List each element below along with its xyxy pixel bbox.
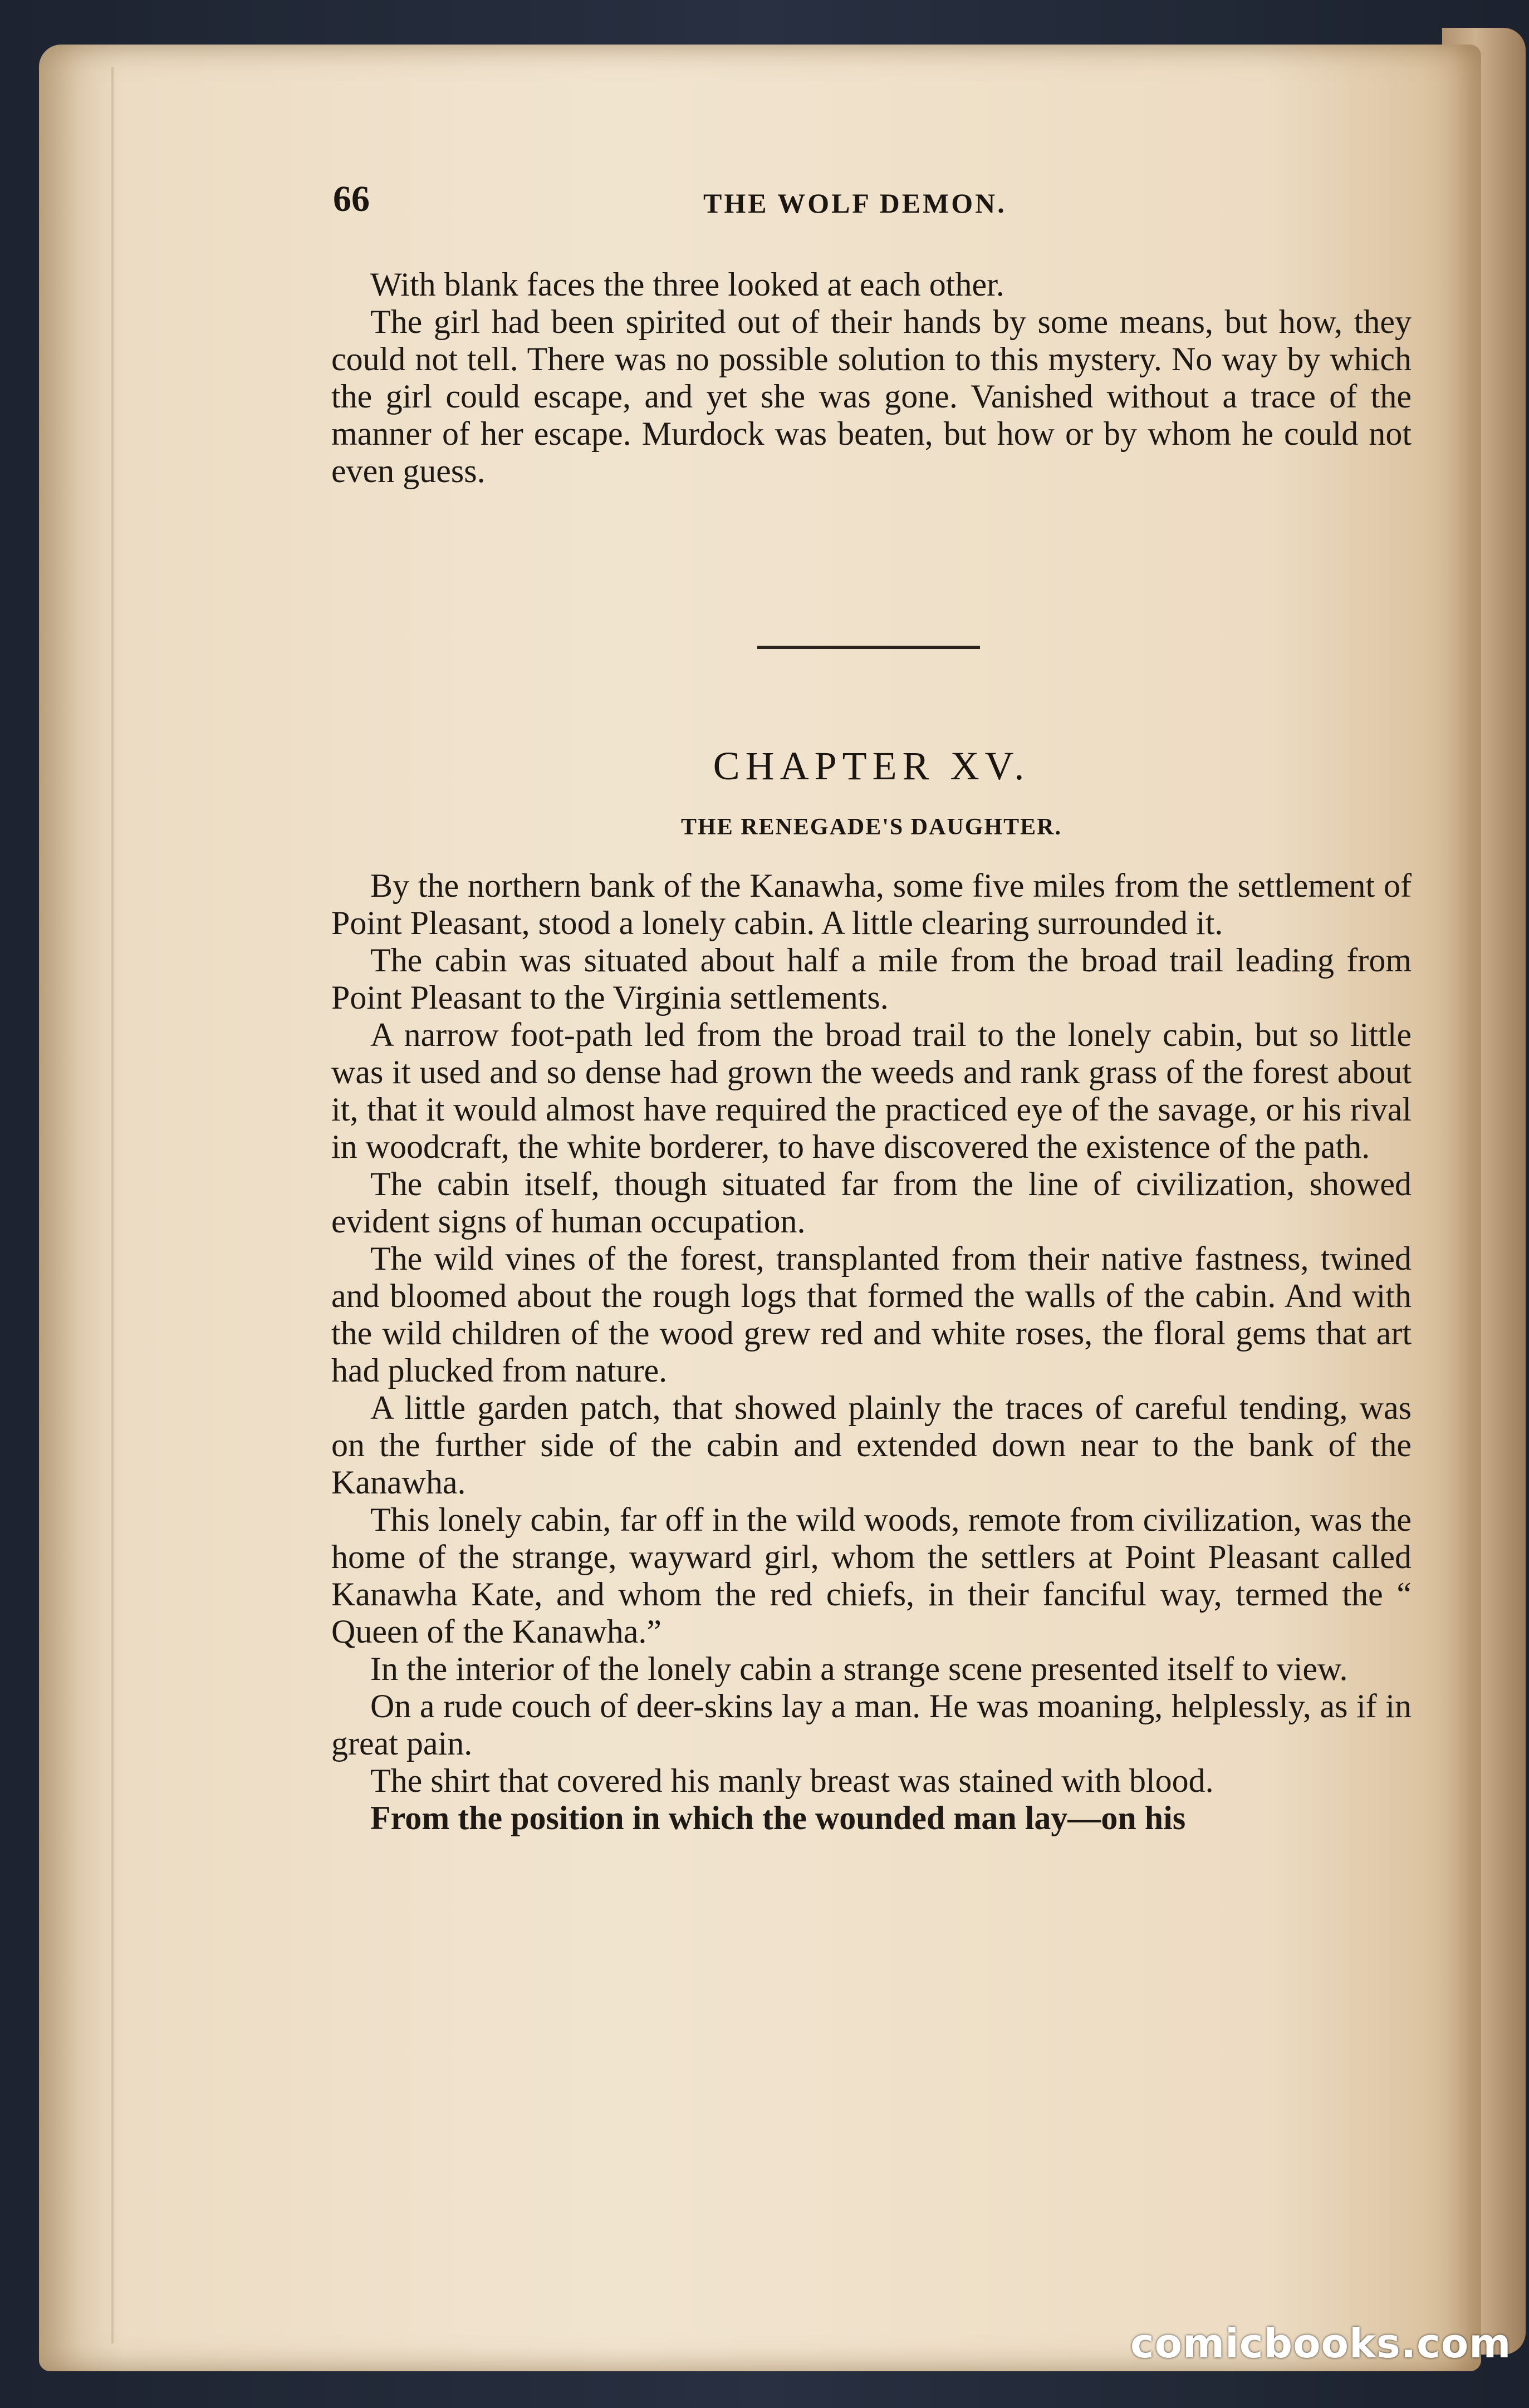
paragraph: The shirt that covered his manly breast was stained with blood. xyxy=(370,1762,1214,1799)
paragraph: In the interior of the lonely cabin a strange scene presented itself to view. xyxy=(370,1650,1348,1687)
paragraph: By the northern bank of the Kanawha, some five miles from the settlement of Point Pleasant, stood a lonely cabin. A little clearing surrounded it. xyxy=(331,867,1412,941)
paragraph: The wild vines of the forest, transplanted from their native fastness, twined and bloomed about the rough logs that formed the walls of the cabin. And with the wild children of the wood grew red and white roses, the floral gems that art had plucked from nature. xyxy=(331,1240,1412,1389)
paragraph: A narrow foot-path led from the broad trail to the lonely cabin, but so little was it used and so dense had grown the weeds and rank grass of the forest about it, that it would almost have required the practiced eye of the savage, or his rival in woodcraft, the white borderer, to have discovered the existence of the path. xyxy=(331,1016,1412,1165)
section-divider-rule xyxy=(757,646,980,649)
paragraph: From the position in which the wounded man lay—on his xyxy=(370,1800,1186,1836)
page-header xyxy=(333,178,1408,228)
top-text-block xyxy=(331,266,1412,490)
watermark: comicbooks.com xyxy=(1130,2320,1512,2367)
paragraph: A little garden patch, that showed plainly the traces of careful tending, was on the further side of the cabin and extended down near to the bank of the Kanawha. xyxy=(331,1389,1412,1501)
chapter-text-block xyxy=(331,867,1412,1837)
paragraph: On a rude couch of deer-skins lay a man. He was moaning, helplessly, as if in great pain. xyxy=(331,1688,1412,1762)
paragraph: The girl had been spirited out of their hands by some means, but how, they could not tell. There was no possible solution to this mystery. No way by which the girl could escape, and yet she was gone. Vanished without a trace of the manner of her escape. Murdock was beaten, but how or by whom he could not even guess. xyxy=(331,303,1412,489)
paragraph: The cabin itself, though situated far from the line of civilization, showed evident signs of human occupation. xyxy=(331,1166,1412,1240)
paragraph: The cabin was situated about half a mile from the broad trail leading from Point Pleasant to the Virginia settlements. xyxy=(331,942,1412,1016)
chapter-title: CHAPTER XV. xyxy=(713,744,1030,788)
chapter-subtitle: THE RENEGADE'S DAUGHTER. xyxy=(681,814,1062,840)
paragraph: With blank faces the three looked at each other. xyxy=(370,266,1004,303)
paragraph: This lonely cabin, far off in the wild woods, remote from civilization, was the home of the strange, wayward girl, whom the settlers at Point Pleasant called Kanawha Kate, and whom the red chiefs, in their fanciful way, termed the “ Queen of the Kanawha.” xyxy=(331,1501,1412,1650)
page-number: 66 xyxy=(333,179,370,219)
running-head: THE WOLF DEMON. xyxy=(703,188,1007,219)
